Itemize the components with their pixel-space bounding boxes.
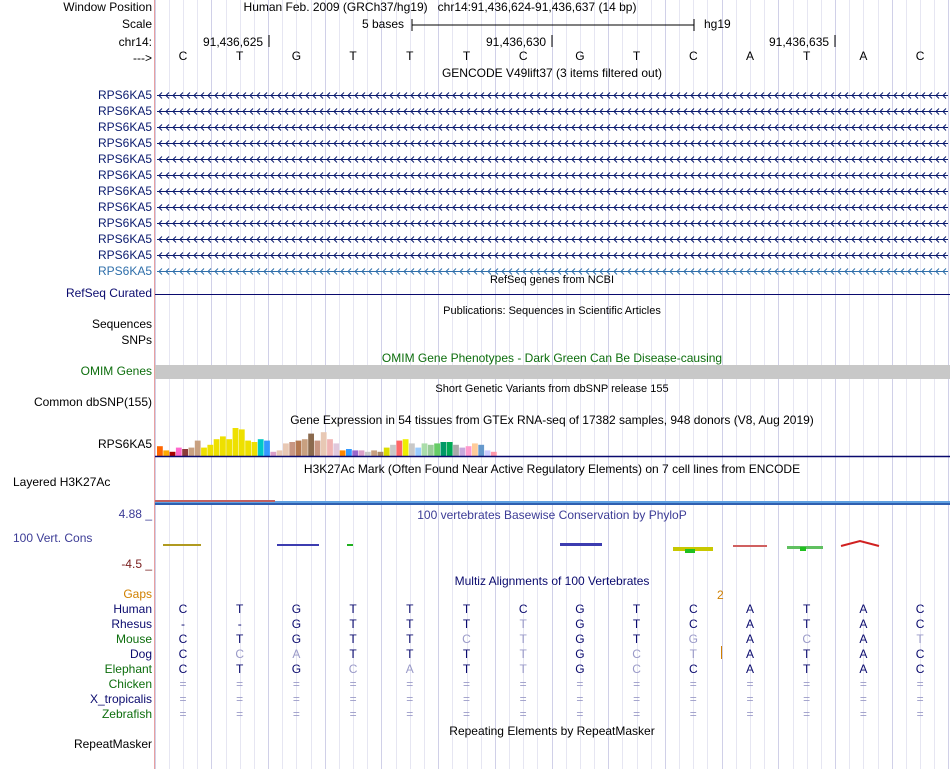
alignment-base: A [745, 632, 754, 646]
alignment-base: T [519, 662, 527, 676]
alignment-base: = [916, 692, 924, 706]
alignment-base: T [632, 632, 641, 646]
alignment-base: = [349, 707, 357, 721]
alignment-base: = [746, 707, 754, 721]
gtex-title: Gene Expression in 54 tissues from GTEx RNA-seq of 17382 samples, 948 donors (V8, Aug 2019) [290, 413, 814, 427]
refseq-title: RefSeq genes from NCBI [489, 274, 615, 286]
gtex-tissue-bar [214, 439, 220, 456]
scale-label[interactable]: Scale [121, 17, 152, 31]
alignment-base: A [745, 617, 754, 631]
alignment-base: G [291, 632, 302, 646]
alignment-base: G [575, 632, 585, 646]
gtex-tissue-bar [252, 442, 258, 456]
alignment-base: C [178, 632, 188, 646]
gtex-tissue-bar [478, 445, 484, 456]
alignment-base: A [859, 662, 868, 676]
alignment-base: A [859, 632, 868, 646]
coord-3: 91,436,635 [769, 35, 830, 49]
gtex-tissue-bar [466, 446, 472, 456]
alignment-base: T [236, 602, 244, 616]
gtex-tissue-bar [220, 436, 226, 456]
gtex-tissue-bar [277, 450, 283, 456]
alignment-base: G [688, 632, 698, 646]
gtex-tissue-bar [233, 428, 239, 456]
species-label[interactable]: Dog [129, 647, 152, 661]
alignment-base: T [406, 617, 414, 631]
gencode-transcript-label[interactable]: RPS6KA5 [97, 184, 152, 198]
gtex-tissue-bar [396, 441, 402, 456]
h3k27ac-label[interactable]: Layered H3K27Ac [13, 475, 111, 489]
gtex-tissue-bar [239, 429, 245, 456]
alignment-base: T [803, 662, 811, 676]
ruler-header [244, 0, 637, 14]
gtex-tissue-bar [302, 439, 308, 456]
alignment-base: = [859, 707, 867, 721]
alignment-base: = [236, 692, 244, 706]
scale-text: 5 bases [362, 17, 405, 31]
alignment-base: = [292, 707, 300, 721]
gtex-tissue-bar [428, 445, 434, 456]
cons-min-label: -4.5 _ [121, 557, 152, 571]
dbsnp-title: Short Genetic Variants from dbSNP release 155 [435, 383, 669, 395]
strand-label: ---> [133, 51, 152, 65]
alignment-base: G [291, 662, 302, 676]
alignment-base: G [291, 602, 302, 616]
gencode-transcript-label[interactable]: RPS6KA5 [97, 232, 152, 246]
alignment-base: A [745, 602, 754, 616]
alignment-base: = [236, 677, 244, 691]
species-label[interactable]: Rhesus [111, 617, 152, 631]
species-label[interactable]: Chicken [108, 677, 152, 691]
coord-ticks [155, 34, 950, 48]
gtex-tissue-bar [195, 441, 201, 456]
gtex-tissue-bar [415, 448, 421, 456]
alignment-base: C [235, 647, 245, 661]
gtex-tissue-bar [371, 450, 377, 456]
position-text: chr14:91,436,624-91,436,637 (14 bp) [437, 0, 637, 14]
snps-label[interactable]: SNPs [121, 333, 152, 347]
alignment-base: = [462, 707, 470, 721]
gtex-tissue-bar [359, 450, 365, 456]
gencode-title: GENCODE V49lift37 (3 items filtered out) [441, 66, 663, 80]
multiz-title: Multiz Alignments of 100 Vertebrates [454, 574, 650, 588]
alignment-base: C [802, 632, 812, 646]
gtex-tissue-bar [327, 439, 333, 456]
gtex-tissue-bar [346, 449, 352, 456]
alignment-base: T [236, 632, 244, 646]
ruler-base: T [349, 49, 357, 63]
species-label[interactable]: Zebrafish [101, 707, 152, 721]
gtex-tissue-bar [441, 442, 447, 456]
ruler-base: A [859, 49, 868, 63]
gaps-label: Gaps [123, 587, 152, 601]
alignment-base: C [915, 647, 925, 661]
ruler-base: C [915, 49, 925, 63]
gtex-tissue-bar [226, 439, 232, 456]
alignment-base: T [519, 647, 527, 661]
alignment-base: C [178, 662, 188, 676]
pubs-title: Publications: Sequences in Scientific Articles [443, 305, 661, 317]
omim-gene-bar[interactable] [155, 365, 950, 379]
h3k27ac-title: H3K27Ac Mark (Often Found Near Active Regulatory Elements) on 7 cell lines from ENCODE [303, 462, 801, 476]
gencode-transcript-label[interactable]: RPS6KA5 [97, 168, 152, 182]
omim-title: OMIM Gene Phenotypes - Dark Green Can Be Disease-causing [381, 351, 723, 365]
gap-count: 2 [717, 588, 724, 602]
dbsnp-label[interactable]: Common dbSNP(155) [33, 395, 152, 409]
ruler-base: G [291, 49, 302, 63]
gtex-tissue-bar [201, 448, 207, 456]
alignment-base: A [859, 602, 868, 616]
alignment-base: T [803, 602, 811, 616]
alignment-base: = [519, 692, 527, 706]
gtex-tissue-bar [170, 452, 176, 456]
alignment-base: A [292, 647, 301, 661]
alignment-base: = [519, 707, 527, 721]
alignment-base: = [916, 707, 924, 721]
assembly-name: Human Feb. 2009 (GRCh37/hg19) [243, 0, 428, 14]
alignment-base: = [179, 692, 187, 706]
species-label[interactable]: Elephant [104, 662, 152, 676]
gtex-tissue-bar [384, 448, 390, 456]
alignment-base: T [632, 617, 641, 631]
gencode-transcript-label[interactable]: RPS6KA5 [97, 104, 152, 118]
alignment-base: = [349, 692, 357, 706]
alignment-base: = [462, 692, 470, 706]
ruler-base: T [236, 49, 244, 63]
alignment-base: T [519, 617, 527, 631]
alignment-base: = [406, 692, 414, 706]
alignment-base: G [575, 617, 585, 631]
sequences-label[interactable]: Sequences [91, 317, 152, 331]
alignment-base: T [519, 632, 527, 646]
alignment-base: = [859, 692, 867, 706]
ruler-base: T [462, 49, 471, 63]
alignment-base: = [406, 707, 414, 721]
alignment-base: C [915, 617, 925, 631]
gtex-bar-chart[interactable] [155, 426, 950, 458]
coord-1: 91,436,625 [203, 35, 264, 49]
gtex-tissue-bar [321, 432, 327, 456]
omim-label[interactable]: OMIM Genes [80, 364, 152, 378]
gencode-transcripts[interactable] [155, 80, 950, 280]
alignment-base: G [575, 662, 585, 676]
cons-max-label: 4.88 _ [118, 507, 152, 521]
alignment-base: T [406, 647, 414, 661]
alignment-base: C [632, 647, 641, 661]
species-label[interactable]: Mouse [115, 632, 152, 646]
alignment-base: C [178, 647, 188, 661]
gtex-tissue-bar [264, 441, 270, 456]
alignment-base: T [406, 602, 414, 616]
alignment-base: A [859, 617, 868, 631]
alignment-base: = [689, 692, 697, 706]
alignment-base: = [576, 692, 584, 706]
gtex-tissue-bar [390, 445, 396, 456]
ruler-base: T [803, 49, 811, 63]
alignment-base: C [348, 662, 358, 676]
gtex-tissue-bar [245, 441, 251, 456]
alignment-base: = [179, 707, 187, 721]
gencode-transcript-label[interactable]: RPS6KA5 [97, 264, 152, 278]
cons-title: 100 vertebrates Basewise Conservation by PhyloP [417, 508, 687, 522]
species-label[interactable]: X_tropicalis [89, 692, 152, 706]
alignment-base: = [803, 707, 811, 721]
scale-bar [155, 16, 950, 36]
alignment-base: T [349, 602, 357, 616]
ruler-base: C [688, 49, 698, 63]
gtex-gene-label[interactable]: RPS6KA5 [97, 437, 152, 451]
alignment-base: G [575, 602, 585, 616]
gtex-tissue-bar [378, 452, 384, 456]
window-position-label[interactable]: Window Position [63, 0, 152, 14]
gencode-transcript-label[interactable]: RPS6KA5 [97, 136, 152, 150]
gtex-tissue-bar [447, 442, 453, 456]
alignment-base: C [688, 662, 698, 676]
alignment-base: = [746, 692, 754, 706]
gtex-tissue-bar [472, 443, 478, 456]
alignment-base: = [689, 707, 697, 721]
gtex-tissue-bar [207, 445, 213, 456]
gtex-tissue-bar [422, 443, 428, 456]
ruler-base: T [406, 49, 414, 63]
alignment-base: = [916, 677, 924, 691]
gtex-tissue-bar [453, 445, 459, 456]
alignment-base: - [237, 617, 242, 631]
gtex-tissue-bar [352, 450, 358, 456]
chrom-label[interactable]: chr14: [118, 35, 152, 49]
alignment-base: C [688, 617, 698, 631]
alignment-base: = [859, 677, 867, 691]
gap-marker [721, 646, 722, 659]
alignment-base: T [349, 647, 357, 661]
alignment-base: C [462, 632, 471, 646]
alignment-base: = [462, 677, 470, 691]
gencode-transcript-label[interactable]: RPS6KA5 [97, 152, 152, 166]
alignment-base: T [462, 647, 471, 661]
gtex-tissue-bar [403, 439, 409, 456]
gtex-tissue-bar [270, 452, 276, 456]
ruler-base: T [632, 49, 641, 63]
alignment-base: = [292, 692, 300, 706]
alignment-base: = [349, 677, 357, 691]
alignment-base: T [462, 662, 471, 676]
alignment-base: - [181, 617, 185, 631]
gencode-transcript-label[interactable]: RPS6KA5 [97, 88, 152, 102]
species-label[interactable]: Human [113, 602, 152, 616]
alignment-base: T [406, 632, 414, 646]
alignment-base: C [632, 662, 641, 676]
alignment-base: T [803, 617, 811, 631]
gtex-tissue-bar [296, 441, 302, 456]
gencode-transcript-label[interactable]: RPS6KA5 [97, 120, 152, 134]
gencode-transcript-label[interactable]: RPS6KA5 [97, 248, 152, 262]
alignment-base: C [688, 602, 698, 616]
scale-db: hg19 [704, 17, 731, 31]
gtex-tissue-bar [485, 450, 491, 456]
gencode-transcript-label[interactable]: RPS6KA5 [97, 200, 152, 214]
alignment-base: = [236, 707, 244, 721]
alignment-base: T [916, 632, 924, 646]
cons-label[interactable]: 100 Vert. Cons [13, 531, 93, 545]
gtex-tissue-bar [365, 452, 371, 456]
alignment-base: C [518, 602, 528, 616]
alignment-base: = [633, 692, 641, 706]
alignment-base: = [803, 677, 811, 691]
alignment-base: A [859, 647, 868, 661]
refseq-label[interactable]: RefSeq Curated [65, 286, 152, 300]
alignment-base: = [576, 707, 584, 721]
alignment-base: G [575, 647, 585, 661]
alignment-base: T [462, 617, 471, 631]
alignment-base: A [405, 662, 414, 676]
ruler-base: C [178, 49, 188, 63]
alignment-base: = [292, 677, 300, 691]
alignment-base: C [915, 602, 925, 616]
alignment-base: = [689, 677, 697, 691]
alignment-base: = [519, 677, 527, 691]
alignment-base: = [406, 677, 414, 691]
h3k27ac-signal[interactable] [155, 500, 950, 506]
coord-2: 91,436,630 [486, 35, 547, 49]
gtex-tissue-bar [308, 434, 314, 456]
alignment-base: = [576, 677, 584, 691]
refseq-gene-line[interactable] [155, 294, 950, 295]
alignment-base: C [915, 662, 925, 676]
alignment-base: G [291, 617, 302, 631]
repeatmasker-label[interactable]: RepeatMasker [73, 737, 152, 751]
track-image-area[interactable] [155, 0, 950, 769]
alignment-base: A [745, 647, 754, 661]
gtex-tissue-bar [333, 443, 339, 456]
gtex-tissue-bar [163, 450, 169, 456]
gtex-tissue-bar [176, 448, 182, 456]
gtex-tissue-bar [340, 450, 346, 456]
alignment-base: T [689, 647, 697, 661]
alignment-base: = [803, 692, 811, 706]
gtex-tissue-bar [283, 443, 289, 456]
alignment-base: T [803, 647, 811, 661]
track-label-column [0, 0, 155, 769]
ruler-base: A [745, 49, 754, 63]
cons-signal[interactable] [155, 536, 950, 566]
alignment-base: T [349, 617, 357, 631]
alignment-base: = [179, 677, 187, 691]
gtex-tissue-bar [258, 439, 264, 456]
gtex-tissue-bar [315, 441, 321, 456]
alignment-base: A [745, 662, 754, 676]
gtex-tissue-bar [409, 443, 415, 456]
gtex-tissue-bar [491, 452, 497, 456]
gtex-tissue-bar [459, 448, 465, 456]
alignment-base: T [632, 602, 641, 616]
alignment-base: T [349, 632, 357, 646]
alignment-base: = [746, 677, 754, 691]
gtex-tissue-bar [189, 448, 195, 456]
gtex-tissue-bar [157, 446, 163, 456]
gtex-tissue-bar [434, 443, 440, 456]
ruler-base: C [518, 49, 528, 63]
gtex-tissue-bar [289, 442, 295, 456]
gencode-transcript-label[interactable]: RPS6KA5 [97, 216, 152, 230]
repeatmasker-title: Repeating Elements by RepeatMasker [449, 724, 655, 738]
alignment-base: = [633, 677, 641, 691]
alignment-base: T [462, 602, 471, 616]
gtex-tissue-bar [182, 449, 188, 456]
ruler-base: G [575, 49, 585, 63]
alignment-base: T [236, 662, 244, 676]
alignment-base: = [633, 707, 641, 721]
alignment-base: C [178, 602, 188, 616]
